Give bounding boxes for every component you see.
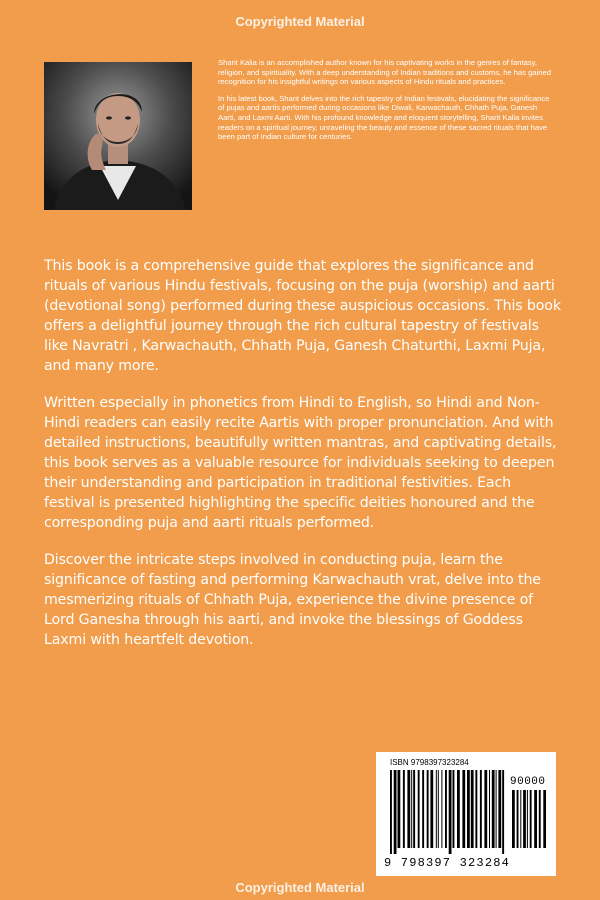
barcode-bar <box>489 770 490 848</box>
bio-paragraph-1: Sharit Kalia is an accomplished author known for his captivating works in the genres of fantasy, religion, and spirituality. With a deep understanding of Indian traditions and customs, he has gained recognition for his insightful writings on various aspects of Hindu rituals and practices. <box>218 58 551 87</box>
barcode-bar <box>418 770 420 848</box>
barcode-bar <box>427 770 429 848</box>
barcode-bar <box>484 770 487 848</box>
barcode-bar <box>475 770 477 848</box>
barcode-bar <box>407 770 410 848</box>
barcode-digits: 9 798397 323284 <box>384 856 511 870</box>
barcode-bar <box>462 770 465 848</box>
barcode-bar <box>492 770 495 848</box>
barcode-bar <box>517 790 519 848</box>
description-paragraph-2: Written especially in phonetics from Hindi to English, so Hindi and Non-Hindi readers can easily recite Aartis with proper pronunciation. And with detailed instructions, beautifully written mantras, and captivating details, this book serves as a valuable resource for individuals seeking to deepen their understanding and participation in traditional festivities. Each festival is presented highlighting the specific deities honoured and the corresponding puja and aarti rituals performed. <box>44 395 557 531</box>
author-bio <box>218 58 554 149</box>
barcode-bar <box>520 790 521 848</box>
barcode-bar <box>523 790 526 848</box>
barcode-bar <box>502 770 504 854</box>
book-description <box>44 256 562 667</box>
barcode-bar <box>403 770 405 848</box>
barcode-bar <box>422 770 424 848</box>
watermark-bottom: Copyrighted Material <box>235 880 365 895</box>
barcode-bar <box>457 770 460 848</box>
barcode-main-icon <box>390 770 506 854</box>
barcode-bar <box>471 770 474 848</box>
watermark-top: Copyrighted Material <box>235 14 365 29</box>
barcode-bar <box>398 770 401 848</box>
barcode-bar <box>498 770 501 848</box>
barcode-bar <box>430 770 433 848</box>
barcode-bar <box>527 790 528 848</box>
barcode-box <box>376 752 556 876</box>
isbn-label: ISBN 9798397323284 <box>390 758 469 767</box>
barcode-bar <box>534 790 537 848</box>
barcode-bar <box>436 770 437 848</box>
bio-paragraph-2: In his latest book, Sharit delves into the rich tapestry of Indian festivals, elucidating the significance of pujas and aartis performed during occasions like Diwali, Karwachauth, Chhath Puja, Ganesh Aarti, and Laxmi Aarti. With his profound knowledge and eloquent storytelling, Sharit Kalia invites readers on a spiritual journey, unraveling the beauty and essence of these sacred rituals that have been part of Indian culture for centuries. <box>218 93 550 142</box>
barcode-bar <box>441 770 442 848</box>
barcode-bar <box>411 770 412 848</box>
barcode-bar <box>453 770 455 848</box>
description-paragraph-3: Discover the intricate steps involved in conducting puja, learn the significance of fasting and performing Karwachauth vrat, delve into the mesmerizing rituals of Chhath Puja, experience the divine presence of Lord Ganesha through his aarti, and invoke the blessings of Goddess Laxmi with heartfelt devotion. <box>44 552 541 648</box>
barcode-bar <box>445 770 447 848</box>
author-portrait-icon <box>44 62 192 210</box>
description-paragraph-1: This book is a comprehensive guide that explores the significance and rituals of various Hindu festivals, focusing on the puja (worship) and aarti (devotional song) performed during these auspicious occasions. This book offers a delightful journey through the rich cultural tapestry of festivals like Navratri , Karwachauth, Chhath Puja, Ganesh Chaturthi, Laxmi Puja, and many more. <box>44 258 561 374</box>
barcode-addon-icon <box>512 790 546 854</box>
barcode-bar <box>543 790 546 848</box>
barcode-bar <box>394 770 397 854</box>
barcode-bar <box>512 790 515 848</box>
barcode-bar <box>413 770 415 848</box>
price-code: 90000 <box>510 776 546 788</box>
barcode-bar <box>438 770 439 848</box>
barcode-bar <box>390 770 392 854</box>
barcode-bar <box>530 790 532 848</box>
barcode-bar <box>480 770 482 848</box>
barcode-bar <box>467 770 470 848</box>
barcode-bar <box>539 790 541 848</box>
barcode-bar <box>496 770 497 848</box>
barcode-bar <box>449 770 452 854</box>
author-photo <box>44 62 192 210</box>
